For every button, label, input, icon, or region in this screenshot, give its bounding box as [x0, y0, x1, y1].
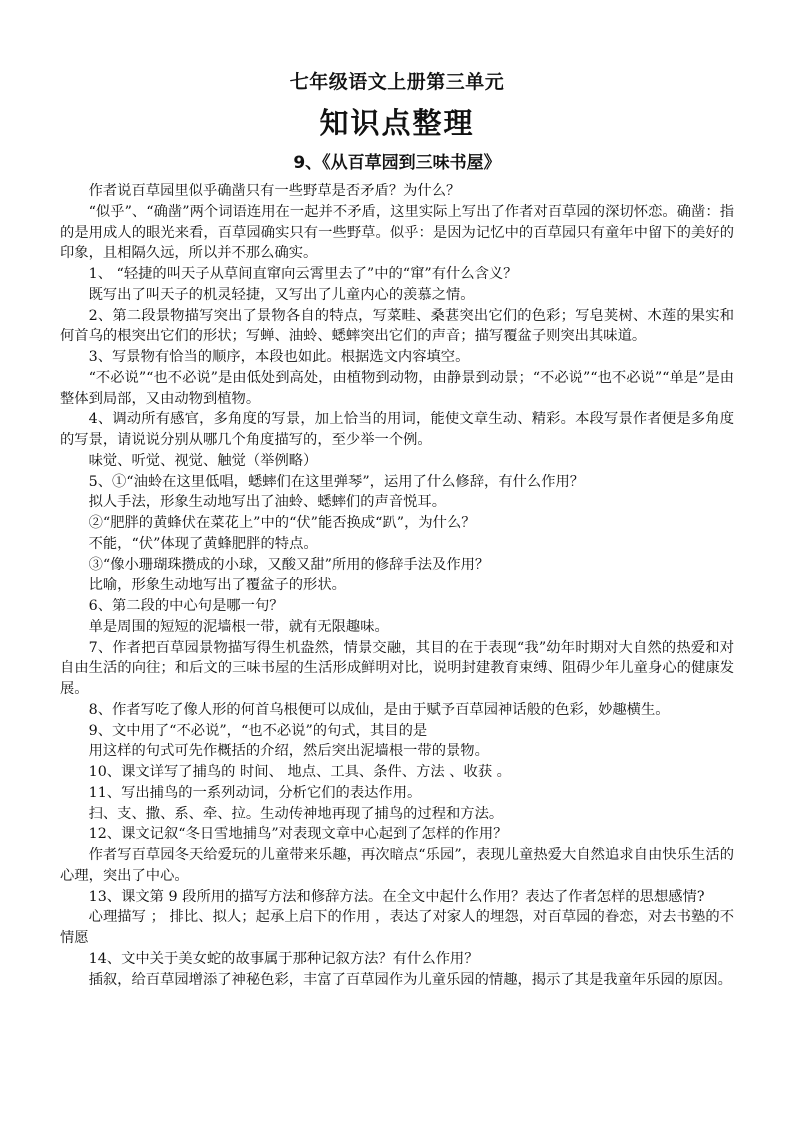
document-body — [60, 181, 734, 990]
answer-paragraph: 心理描写 ； 排比、拟人；起承上启下的作用 ，表达了对家人的埋怨，对百草园的眷恋，对去书塾的不情愿 — [60, 909, 734, 946]
answer-paragraph: 味觉、听觉、视觉、触觉（举例略） — [88, 452, 318, 469]
answer-paragraph: 既写出了叫天子的机灵轻捷，又写出了儿童内心的羡慕之情。 — [88, 286, 475, 303]
answer-paragraph: 扫、支、撒、系、牵、拉。生动传神地再现了捕鸟的过程和方法。 — [88, 805, 504, 822]
answer-paragraph: 比喻，形象生动地写出了覆盆子的形状。 — [88, 577, 346, 594]
answer-paragraph: 用这样的句式可先作概括的介绍，然后突出泥墙根一带的景物。 — [88, 743, 489, 760]
question-paragraph: 11、写出捕鸟的一系列动词，分析它们的表达作用。 — [88, 784, 422, 801]
note-paragraph: 2、第二段景物描写突出了景物各自的特点，写菜畦、桑葚突出它们的色彩；写皂荚树、木莲的果实和何首乌的根突出它们的形状；写蝉、油蛉、蟋蟀突出它们的声音；描写覆盆子则突出其味道。 — [60, 307, 734, 345]
note-paragraph: 7、作者把百草园景物描写得生机盎然，情景交融，其目的在于表现“我”幼年时期对大自然的热爱和对自由生活的向往；和后文的三味书屋的生活形成鲜明对比，说明封建教育束缚、阻碍少年儿童身心的健康发展。 — [60, 639, 734, 697]
question-paragraph: 14、文中关于美女蛇的故事属于那种记叙方法？有什么作用？ — [88, 950, 479, 967]
question-paragraph: 9、文中用了“不必说”，“也不必说”的句式，其目的是 — [88, 722, 428, 739]
answer-paragraph: 作者写百草园冬天给爱玩的儿童带来乐趣，再次暗点“乐园”，表现儿童热爱大自然追求自由快乐生活的心理，突出了中心。 — [60, 847, 734, 884]
question-paragraph: 作者说百草园里似乎确凿只有一些野草是否矛盾？为什么？ — [88, 183, 461, 199]
answer-paragraph: “似乎”、“确凿”两个词语连用在一起并不矛盾，这里实际上写出了作者对百草园的深切怀恋。确凿：指的是用成人的眼光来看，百草园确实只有一些野草。似乎：是因为记忆中的百草园只有童年中留下的美好的印象，且相隔久远，所以并不那么确实。 — [60, 203, 734, 262]
question-paragraph: 12、课文记叙“冬日雪地捕鸟”对表现文章中心起到了怎样的作用？ — [88, 826, 508, 843]
answer-paragraph: 不能，“伏”体现了黄蜂肥胖的特点。 — [88, 535, 318, 552]
document-title: 七年级语文上册第三单元 — [289, 71, 505, 93]
note-paragraph: 10、课文详写了捕鸟的 时间、 地点、工具、条件、方法 、收获 。 — [88, 764, 511, 780]
answer-paragraph: 单是周围的短短的泥墙根一带，就有无限趣味。 — [88, 618, 389, 635]
document-subtitle: 知识点整理 — [319, 106, 475, 140]
question-paragraph: 6、第二段的中心句是哪一句？ — [88, 598, 284, 614]
answer-paragraph: 插叙，给百草园增添了神秘色彩，丰富了百草园作为儿童乐园的情趣，揭示了其是我童年乐园的原因。 — [88, 971, 732, 988]
answer-paragraph: 拟人手法，形象生动地写出了油蛉、蟋蟀们的声音悦耳。 — [88, 494, 447, 511]
question-paragraph: 3、写景物有恰当的顺序，本段也如此。根据选文内容填空。 — [88, 349, 470, 365]
answer-paragraph: “不必说”“也不必说”是由低处到高处，由植物到动物，由静景到动景；“不必说”“也不必说”“单是”是由整体到局部，又由动物到植物。 — [60, 369, 734, 407]
question-paragraph: 1、 “轻捷的叫天子从草间直窜向云霄里去了”中的“窜”有什么含义？ — [88, 266, 518, 282]
question-paragraph: 4、调动所有感官，多角度的写景，加上恰当的用词，能使文章生动、精彩。本段写景作者便是多角度的写景，请说说分别从哪几个角度描写的，至少举一个例。 — [60, 411, 734, 448]
question-paragraph: 13、课文第 9 段所用的描写方法和修辞方法。在全文中起什么作用？表达了作者怎样的思想感情? — [88, 888, 705, 905]
question-paragraph: ③“像小珊瑚珠攒成的小球，又酸又甜”所用的修辞手法及作用？ — [88, 556, 490, 573]
section-heading: 9、《从百草园到三味书屋》 — [293, 153, 501, 173]
question-paragraph: 5、①“油蛉在这里低唱，蟋蟀们在这里弹琴”，运用了什么修辞，有什么作用？ — [88, 473, 585, 490]
note-paragraph: 8、作者写吃了像人形的何首乌根便可以成仙，是由于赋予百草园神话般的色彩，妙趣横生。 — [88, 701, 670, 718]
question-paragraph: ②“肥胖的黄蜂伏在菜花上”中的“伏”能否换成“趴”，为什么？ — [88, 515, 476, 531]
